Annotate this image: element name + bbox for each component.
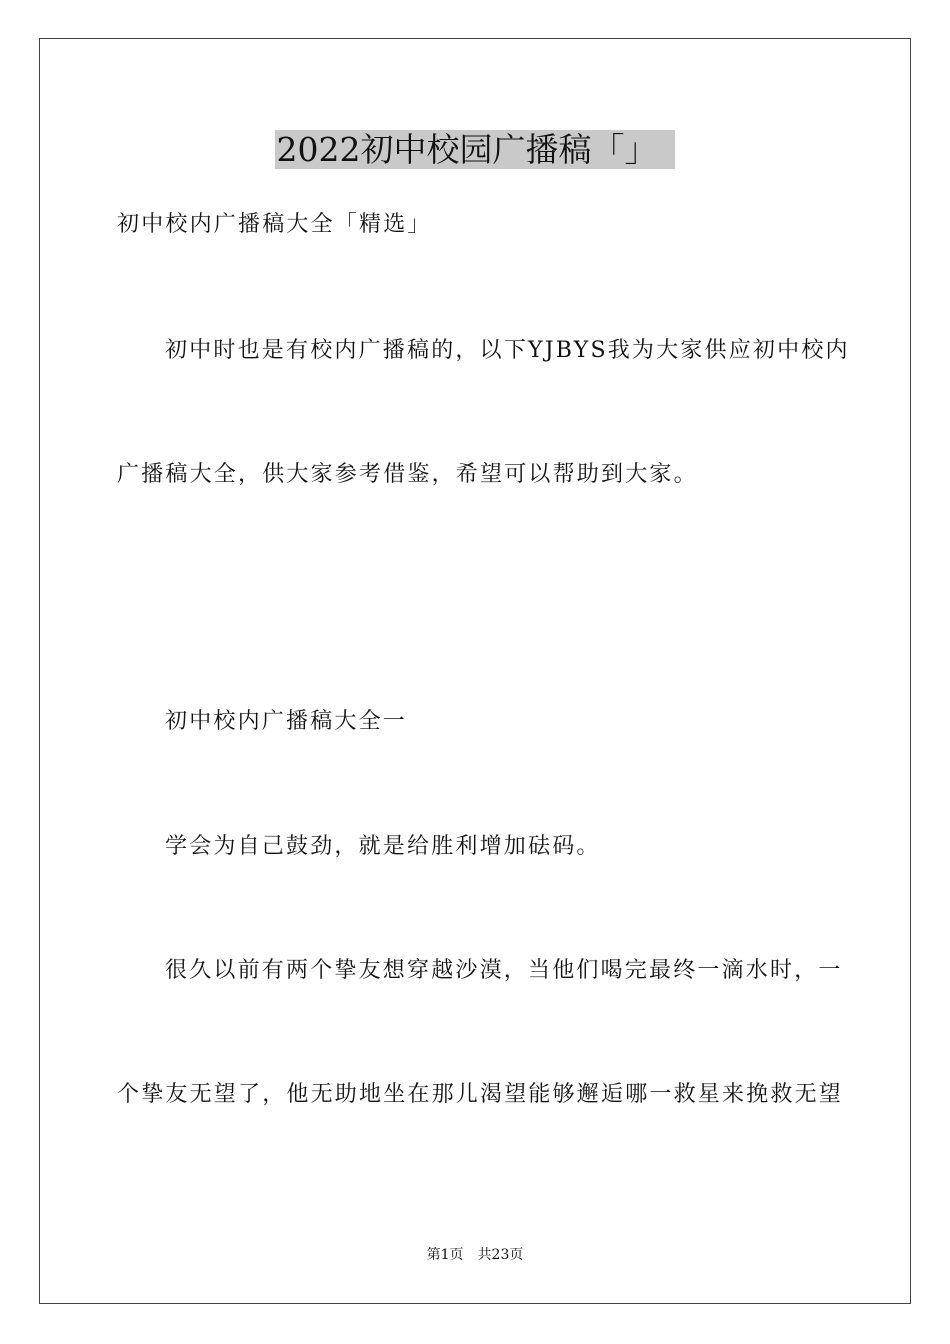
page-total: 共23页 xyxy=(477,1247,524,1263)
paragraph-line: 广播稿大全，供大家参考借鉴，希望可以帮助到大家。 xyxy=(117,462,698,487)
paragraph-line: 初中时也是有校内广播稿的，以下YJBYS我为大家供应初中校内 xyxy=(165,338,850,363)
document-title xyxy=(0,128,950,172)
page-footer xyxy=(0,1245,950,1265)
document-title-text: 2022初中校园广播稿「」 xyxy=(275,130,676,169)
page-number: 第1页 xyxy=(426,1247,464,1263)
paragraph-line: 很久以前有两个挚友想穿越沙漠，当他们喝完最终一滴水时，一 xyxy=(165,958,843,983)
section-heading: 初中校内广播稿大全一 xyxy=(165,709,408,734)
document-subtitle: 初中校内广播稿大全「精选」 xyxy=(117,212,432,237)
paragraph-line: 学会为自己鼓劲，就是给胜利增加砝码。 xyxy=(165,834,601,859)
paragraph-line: 个挚友无望了，他无助地坐在那儿渴望能够邂逅哪一救星来挽救无望 xyxy=(117,1082,844,1107)
